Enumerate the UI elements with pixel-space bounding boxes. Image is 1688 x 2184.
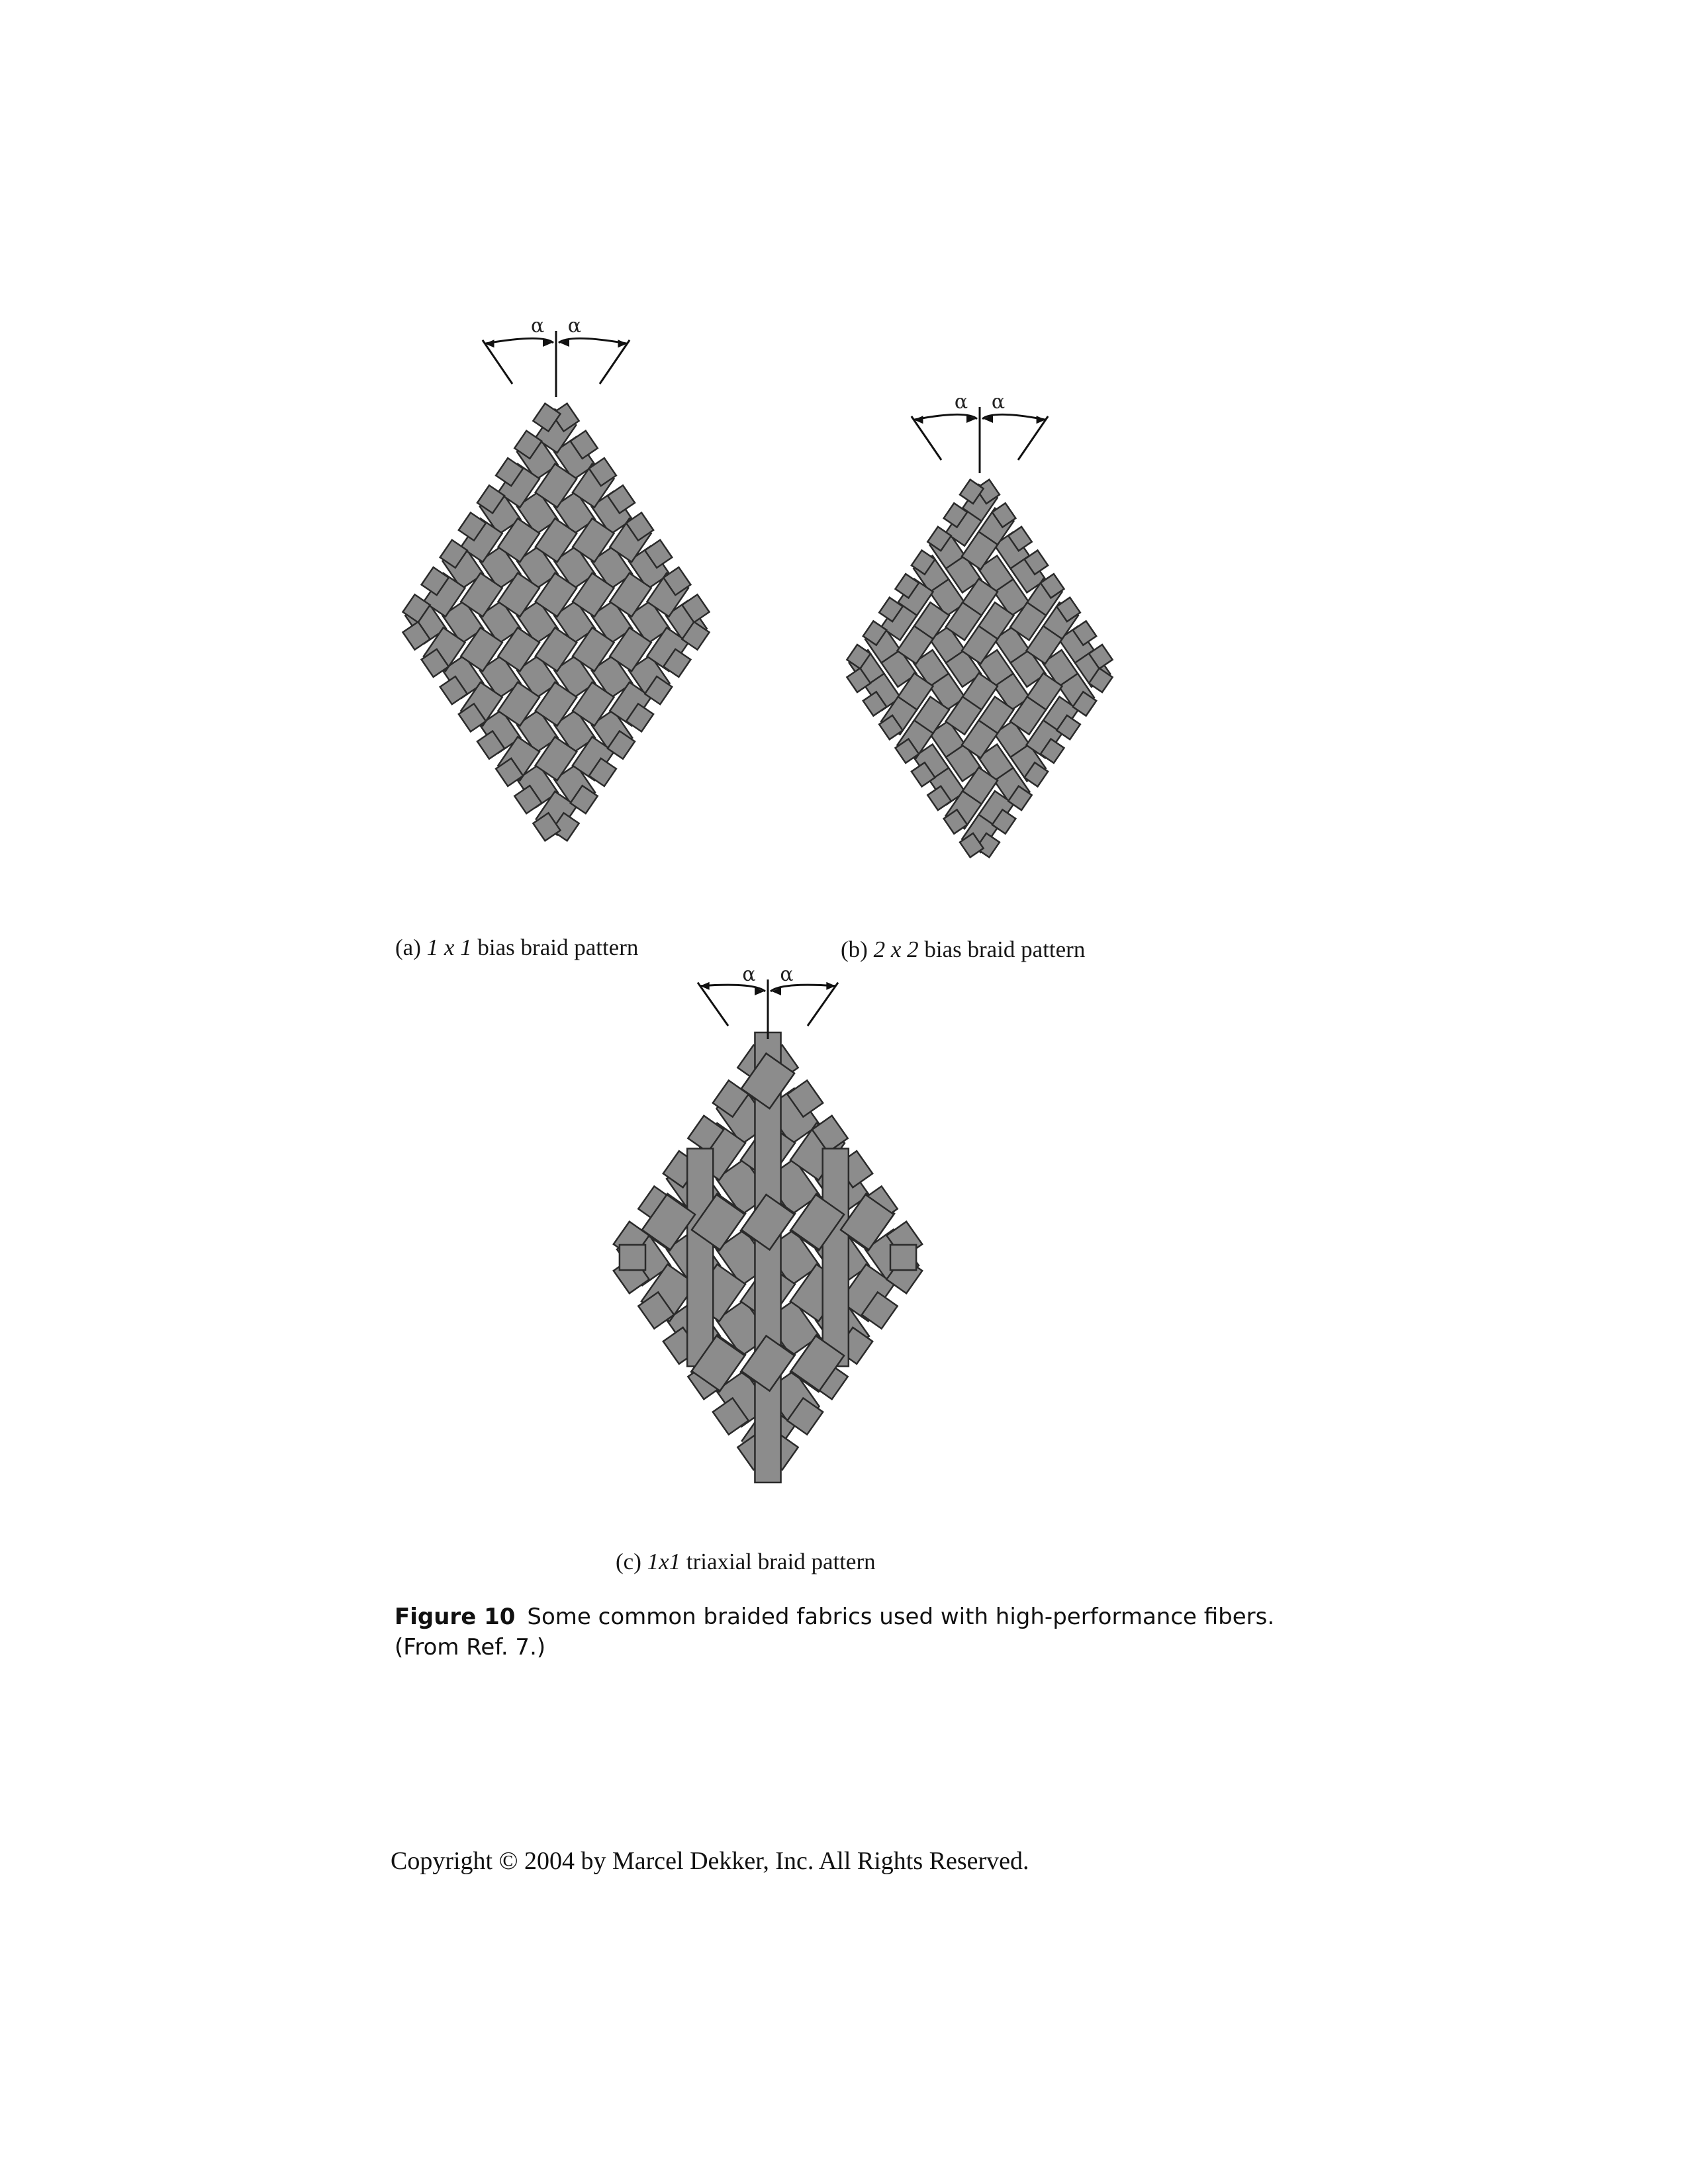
- angle-guide-right: [808, 983, 838, 1026]
- angle-guide-right: [600, 340, 630, 384]
- caption-c: [616, 1549, 876, 1575]
- caption-b-suffix: bias braid pattern: [918, 936, 1086, 962]
- alpha-label-left: α: [954, 390, 968, 414]
- angle-guide-left: [483, 340, 512, 384]
- alpha-label-right: α: [991, 390, 1006, 414]
- caption-b-italic: 2 x 2: [873, 936, 919, 962]
- figure-caption-text: Some common braided fabrics used with high-performance fibers. (From Ref. 7.): [395, 1604, 1275, 1661]
- alpha-label-right: α: [567, 314, 582, 338]
- axial-yarn: [620, 1245, 645, 1270]
- axial-yarn: [687, 1148, 713, 1366]
- braid-figure-a: [371, 311, 741, 933]
- alpha-label-right: α: [780, 963, 794, 986]
- braid-pattern-b-diagram: [827, 390, 1132, 933]
- caption-a-italic: 1 x 1: [426, 934, 472, 960]
- axial-yarn: [823, 1148, 849, 1366]
- caption-c-prefix: (c): [616, 1549, 647, 1574]
- caption-a: [395, 934, 638, 961]
- caption-c-italic: 1x1: [647, 1549, 681, 1574]
- figure-caption: [395, 1602, 1301, 1662]
- alpha-label-left: α: [742, 963, 756, 986]
- braid-figure-c: [596, 963, 940, 1549]
- angle-guide-left: [698, 983, 728, 1026]
- braid-figure-b: [827, 390, 1132, 933]
- angle-annotation: [483, 314, 630, 397]
- angle-guide-left: [912, 416, 941, 460]
- angle-annotation: [912, 390, 1048, 473]
- angle-annotation: [698, 963, 838, 1039]
- braid-pattern-a-diagram: [371, 311, 741, 933]
- copyright-notice: Copyright © 2004 by Marcel Dekker, Inc. All Rights Reserved.: [391, 1847, 1029, 1875]
- caption-a-prefix: (a): [395, 934, 427, 960]
- caption-b-prefix: (b): [841, 936, 874, 962]
- figure-label: Figure 10: [395, 1604, 516, 1630]
- angle-guide-right: [1018, 416, 1048, 460]
- axial-yarn: [890, 1245, 916, 1270]
- alpha-label-left: α: [530, 314, 545, 338]
- caption-b: [841, 936, 1085, 963]
- braid-pattern-c-diagram: [596, 963, 940, 1549]
- caption-a-suffix: bias braid pattern: [471, 934, 639, 960]
- caption-c-suffix: triaxial braid pattern: [680, 1549, 876, 1574]
